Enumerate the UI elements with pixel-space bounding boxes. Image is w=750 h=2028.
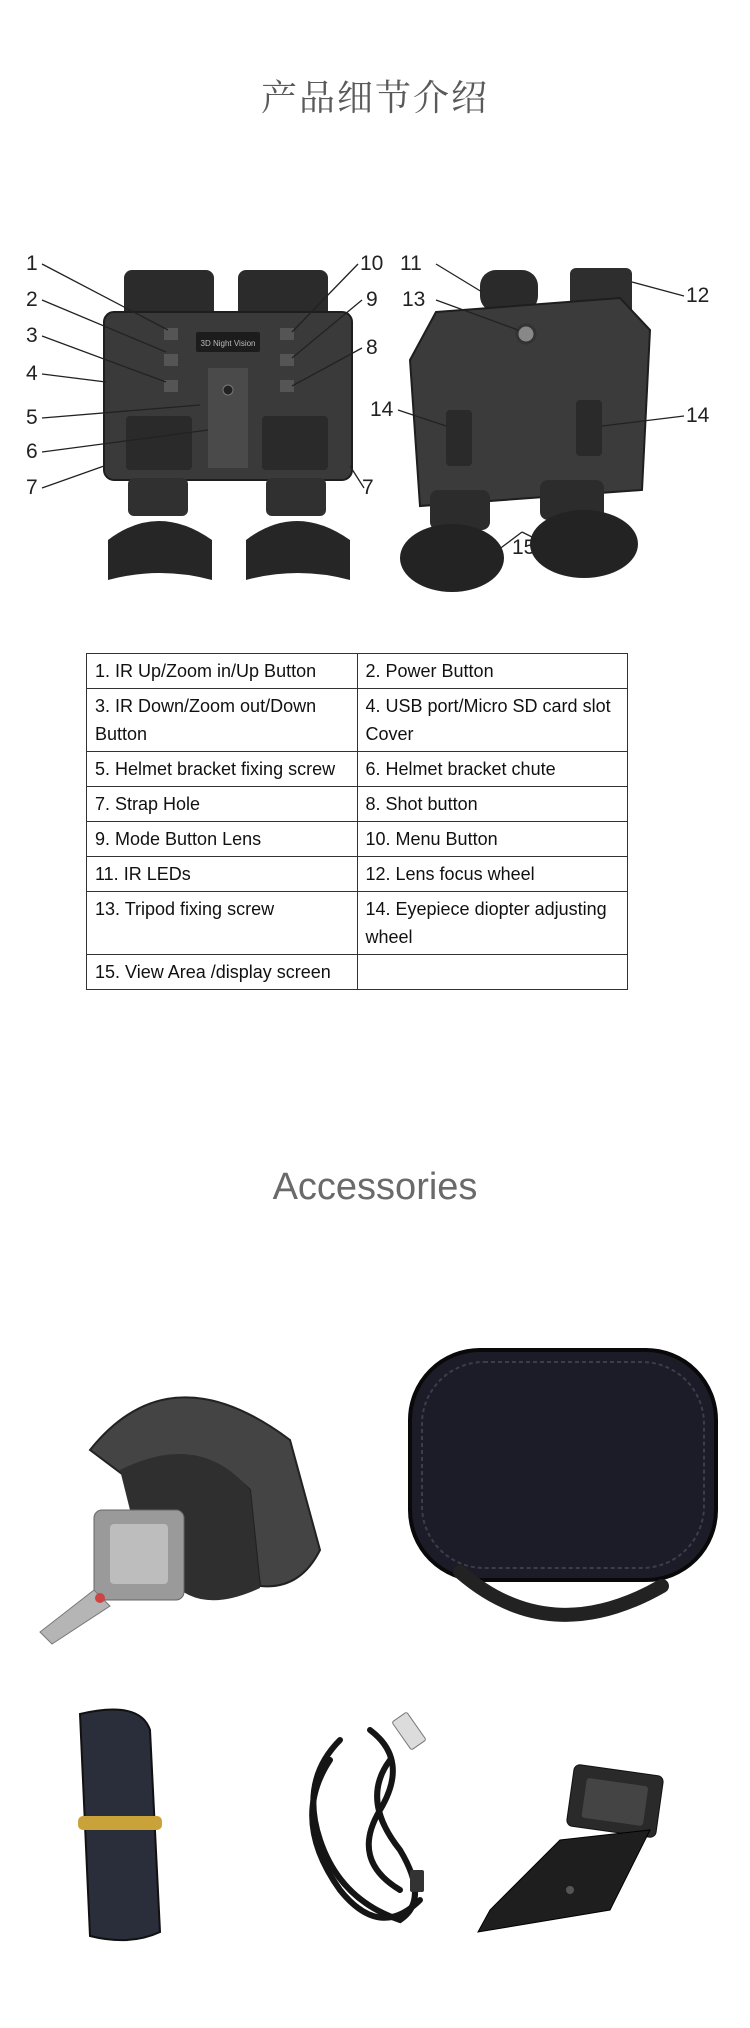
table-row	[87, 654, 628, 689]
head-mount-image	[0, 1340, 360, 1670]
label-14-left: 14	[370, 398, 394, 421]
table-cell: 15. View Area /display screen	[87, 955, 358, 990]
table-cell	[357, 955, 628, 990]
table-row	[87, 822, 628, 857]
table-cell: 11. IR LEDs	[87, 857, 358, 892]
table-cell: 9. Mode Button Lens	[87, 822, 358, 857]
label-14-right: 14	[686, 404, 710, 427]
label-6: 6	[26, 440, 38, 463]
label-5: 5	[26, 406, 38, 429]
label-12: 12	[686, 284, 710, 307]
table-cell: 4. USB port/Micro SD card slot Cover	[357, 689, 628, 752]
accessories-title: Accessories	[272, 1166, 478, 1208]
label-11: 11	[400, 252, 422, 275]
label-13: 13	[402, 288, 426, 311]
label-9: 9	[366, 288, 378, 311]
table-row	[87, 689, 628, 752]
label-15: 15	[512, 536, 536, 559]
label-4: 4	[26, 362, 38, 385]
strap-image	[50, 1700, 180, 1950]
section-title: 产品细节介绍	[260, 78, 489, 119]
label-2: 2	[26, 288, 38, 311]
label-1: 1	[26, 252, 38, 275]
table-row	[87, 892, 628, 955]
table-row	[87, 787, 628, 822]
table-cell: 6. Helmet bracket chute	[357, 752, 628, 787]
table-row	[87, 955, 628, 990]
device-screen-text: 3D Night Vision	[200, 339, 256, 348]
table-row	[87, 752, 628, 787]
carry-case-image	[400, 1340, 730, 1640]
table-cell: 8. Shot button	[357, 787, 628, 822]
product-diagram	[0, 240, 750, 630]
label-3: 3	[26, 324, 38, 347]
table-cell: 12. Lens focus wheel	[357, 857, 628, 892]
label-7-right: 7	[362, 476, 374, 499]
table-cell: 1. IR Up/Zoom in/Up Button	[87, 654, 358, 689]
table-cell: 10. Menu Button	[357, 822, 628, 857]
clip-mount-image	[460, 1760, 710, 1950]
table-cell: 14. Eyepiece diopter adjusting wheel	[357, 892, 628, 955]
table-cell: 13. Tripod fixing screw	[87, 892, 358, 955]
table-cell: 5. Helmet bracket fixing screw	[87, 752, 358, 787]
label-7-left: 7	[26, 476, 38, 499]
table-cell: 7. Strap Hole	[87, 787, 358, 822]
feature-table	[86, 653, 628, 990]
label-8: 8	[366, 336, 378, 359]
label-10: 10	[360, 252, 384, 275]
table-cell: 3. IR Down/Zoom out/Down Button	[87, 689, 358, 752]
usb-cable-image	[280, 1700, 450, 1950]
table-cell: 2. Power Button	[357, 654, 628, 689]
table-row	[87, 857, 628, 892]
